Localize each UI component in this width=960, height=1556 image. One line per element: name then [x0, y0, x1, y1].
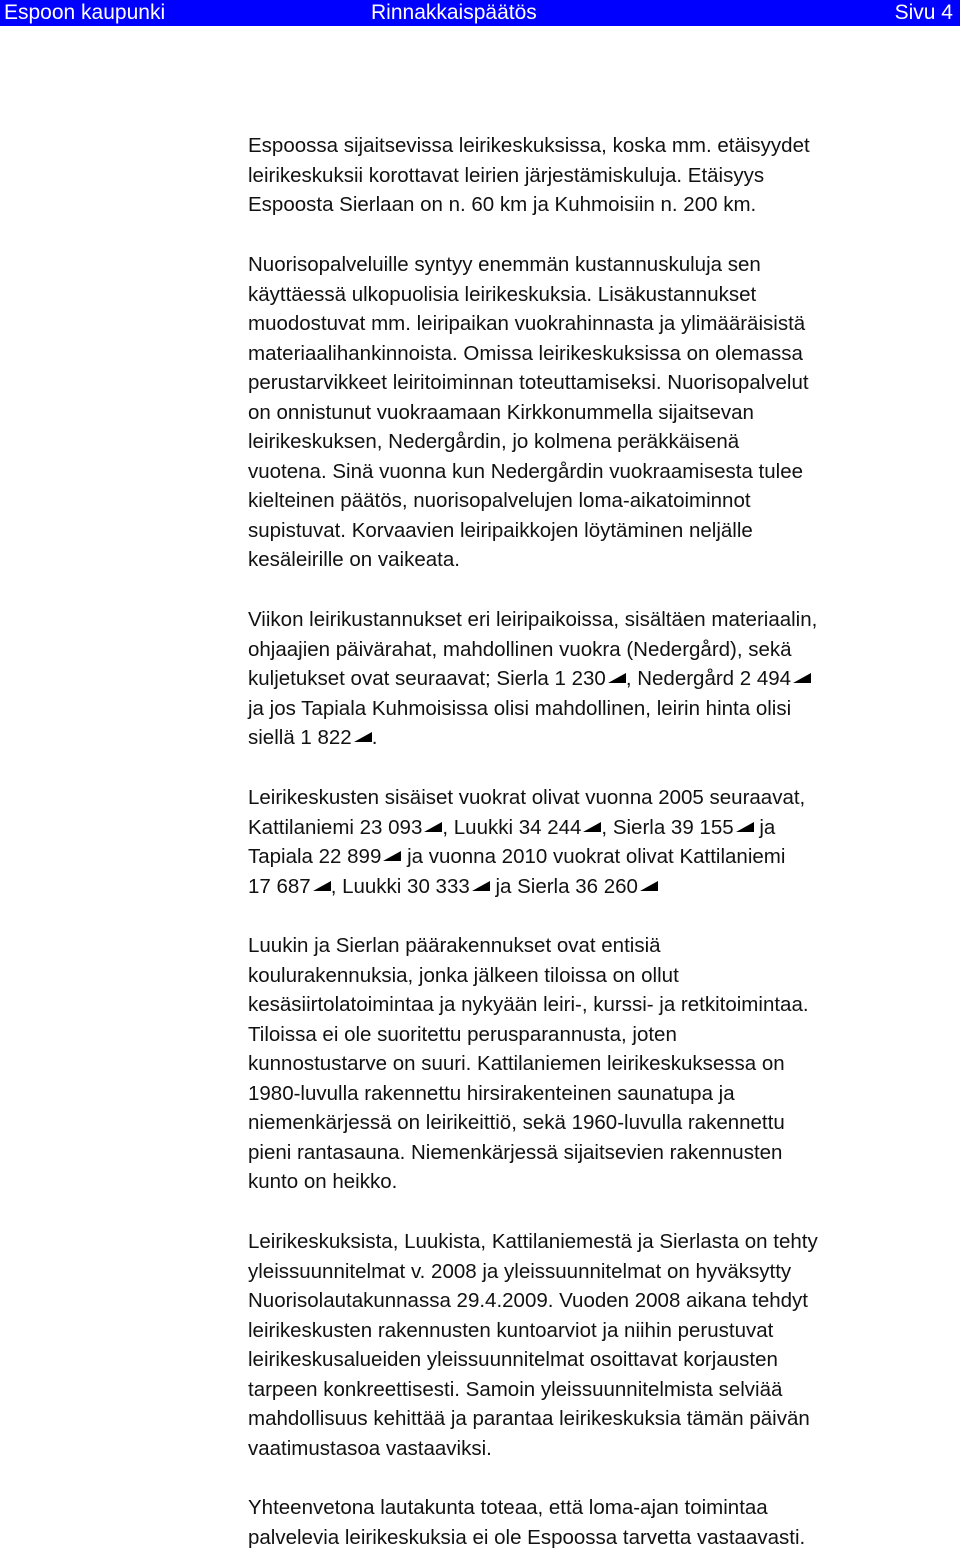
text-line: kunnostustarve on suuri. Kattilaniemen leirikeskuksessa on — [248, 1052, 785, 1075]
header-page-number: Sivu 4 — [894, 1, 953, 24]
text-line: koulurakennuksia, jonka jälkeen tiloissa on ollut — [248, 963, 679, 987]
text-segment: ja — [753, 815, 776, 839]
text-line: Nuorisolautakunnassa 29.4.2009. Vuoden 2008 aikana tehdyt — [248, 1289, 808, 1312]
text-line: tarpeen konkreettisesti. Samoin yleissuunnitelmista selviää — [248, 1377, 783, 1401]
text-line: kunto on heikko. — [248, 1170, 398, 1193]
text-segment: ja vuonna 2010 vuokrat olivat Kattilaniemi — [401, 845, 786, 868]
header-document-type: Rinnakkaispäätös — [371, 1, 537, 24]
text-line: materiaalihankinnoista. Omissa leirikeskuksissa on olemassa — [248, 341, 803, 365]
text-line: vuotena. Sinä vuonna kun Nedergårdin vuokraamisesta tulee — [248, 459, 803, 483]
text-line: Espoossa sijaitsevissa leirikeskuksissa, koska mm. etäisyydet — [248, 134, 810, 157]
text-line: kielteinen päätös, nuorisopalvelujen loma-aikatoiminnot — [248, 489, 751, 512]
text-line: mahdollisuus kehittää ja parantaa leirikeskuksia tämän päivän — [248, 1407, 810, 1430]
text-segment: Tapiala 22 899 — [248, 845, 382, 868]
euro-sign-icon — [583, 822, 601, 832]
paragraph-main-buildings — [248, 931, 960, 1197]
text-line: leirikeskusten rakennusten kuntoarviot ja niihin perustuvat — [248, 1318, 774, 1342]
text-line: leirikeskuksen, Nedergårdin, jo kolmena peräkkäisenä — [248, 430, 740, 453]
text-line — [248, 605, 960, 635]
paragraph-distances — [248, 131, 960, 220]
euro-sign-icon — [383, 851, 401, 861]
text-line: on onnistunut vuokraamaan Kirkkonummella sijaitsevan — [248, 400, 754, 424]
text-line: käyttäessä ulkopuolisia leirikeskuksia. Lisäkustannukset — [248, 282, 757, 306]
paragraph-extra-costs — [248, 250, 960, 575]
text-segment: 17 687 — [248, 874, 311, 898]
text-segment: kuljetukset ovat seuraavat; Sierla 1 230 — [248, 667, 606, 690]
text-segment: Leirikeskusten sisäiset vuokrat olivat vuonna 2005 seuraavat, — [248, 786, 806, 809]
paragraph-summary — [248, 1493, 960, 1552]
euro-sign-icon — [424, 822, 442, 832]
text-line: Yhteenvetona lautakunta toteaa, että loma-ajan toimintaa — [248, 1496, 768, 1519]
text-segment: siellä 1 822 — [248, 726, 352, 749]
text-segment: ja Sierla 36 260 — [489, 874, 638, 898]
text-line: Luukin ja Sierlan päärakennukset ovat entisiä — [248, 934, 661, 957]
paragraph-general-plans — [248, 1227, 960, 1463]
text-segment: , Nedergård 2 494 — [625, 667, 792, 690]
text-line — [248, 694, 960, 724]
text-line — [248, 813, 960, 843]
text-line: niemenkärjessä on leirikeittiö, sekä 1960-luvulla rakennettu — [248, 1111, 785, 1134]
euro-sign-icon — [608, 673, 626, 683]
text-line: palvelevia leirikeskuksia ei ole Espoossa tarvetta vastaavasti. — [248, 1525, 806, 1549]
text-line: kesäleirille on vaikeata. — [248, 548, 460, 571]
euro-sign-icon — [736, 822, 754, 832]
text-line: Leirikeskuksista, Luukista, Kattilaniemestä ja Sierlasta on tehty — [248, 1230, 818, 1253]
text-segment: , Sierla 39 155 — [601, 815, 734, 839]
text-line: pieni rantasauna. Niemenkärjessä sijaitsevien rakennusten — [248, 1140, 783, 1164]
text-line: kesäsiirtolatoimintaa ja nykyään leiri-, kurssi- ja retkitoimintaa. — [248, 993, 809, 1016]
paragraph-weekly-costs — [248, 605, 960, 753]
text-line: leirikeskuksii korottavat leirien järjestämiskuluja. Etäisyys — [248, 163, 765, 187]
text-segment: , Luukki 34 244 — [442, 815, 582, 839]
text-line — [248, 783, 960, 813]
text-segment: ohjaajien päivärahat, mahdollinen vuokra (Nedergård), sekä — [248, 637, 792, 661]
text-line — [248, 842, 960, 872]
euro-sign-icon — [313, 881, 331, 891]
text-line: Tiloissa ei ole suoritettu perusparannusta, joten — [248, 1022, 677, 1046]
text-line: 1980-luvulla rakennettu hirsirakenteinen saunatupa ja — [248, 1081, 735, 1105]
text-segment: Kattilaniemi 23 093 — [248, 815, 423, 839]
euro-sign-icon — [640, 881, 658, 891]
page-header — [0, 0, 960, 26]
text-line: Espoosta Sierlaan on n. 60 km ja Kuhmoisiin n. 200 km. — [248, 193, 757, 216]
text-line — [248, 872, 960, 902]
text-line: yleissuunnitelmat v. 2008 ja yleissuunnitelmat on hyväksytty — [248, 1259, 792, 1283]
euro-sign-icon — [354, 732, 372, 742]
text-line — [248, 635, 960, 665]
text-segment: . — [371, 726, 378, 749]
text-line: supistuvat. Korvaavien leiripaikkojen löytäminen neljälle — [248, 518, 753, 542]
text-line — [248, 664, 960, 694]
text-line — [248, 723, 960, 753]
text-line: vaatimustasoa vastaaviksi. — [248, 1436, 492, 1460]
text-segment: ja jos Tapiala Kuhmoisissa olisi mahdollinen, leirin hinta olisi — [248, 696, 792, 720]
euro-sign-icon — [472, 881, 490, 891]
paragraph-internal-rents — [248, 783, 960, 901]
text-line: leirikeskusalueiden yleissuunnitelmat osoittavat korjausten — [248, 1348, 778, 1371]
text-line: Nuorisopalveluille syntyy enemmän kustannuskuluja sen — [248, 253, 761, 276]
header-organization: Espoon kaupunki — [4, 1, 166, 24]
text-segment: , Luukki 30 333 — [330, 874, 470, 898]
text-line: muodostuvat mm. leiripaikan vuokrahinnasta ja ylimääräisistä — [248, 312, 806, 335]
text-segment: Viikon leirikustannukset eri leiripaikoissa, sisältäen materiaalin, — [248, 608, 818, 631]
euro-sign-icon — [793, 673, 811, 683]
text-line: perustarvikkeet leiritoiminnan toteuttamiseksi. Nuorisopalvelut — [248, 371, 809, 394]
